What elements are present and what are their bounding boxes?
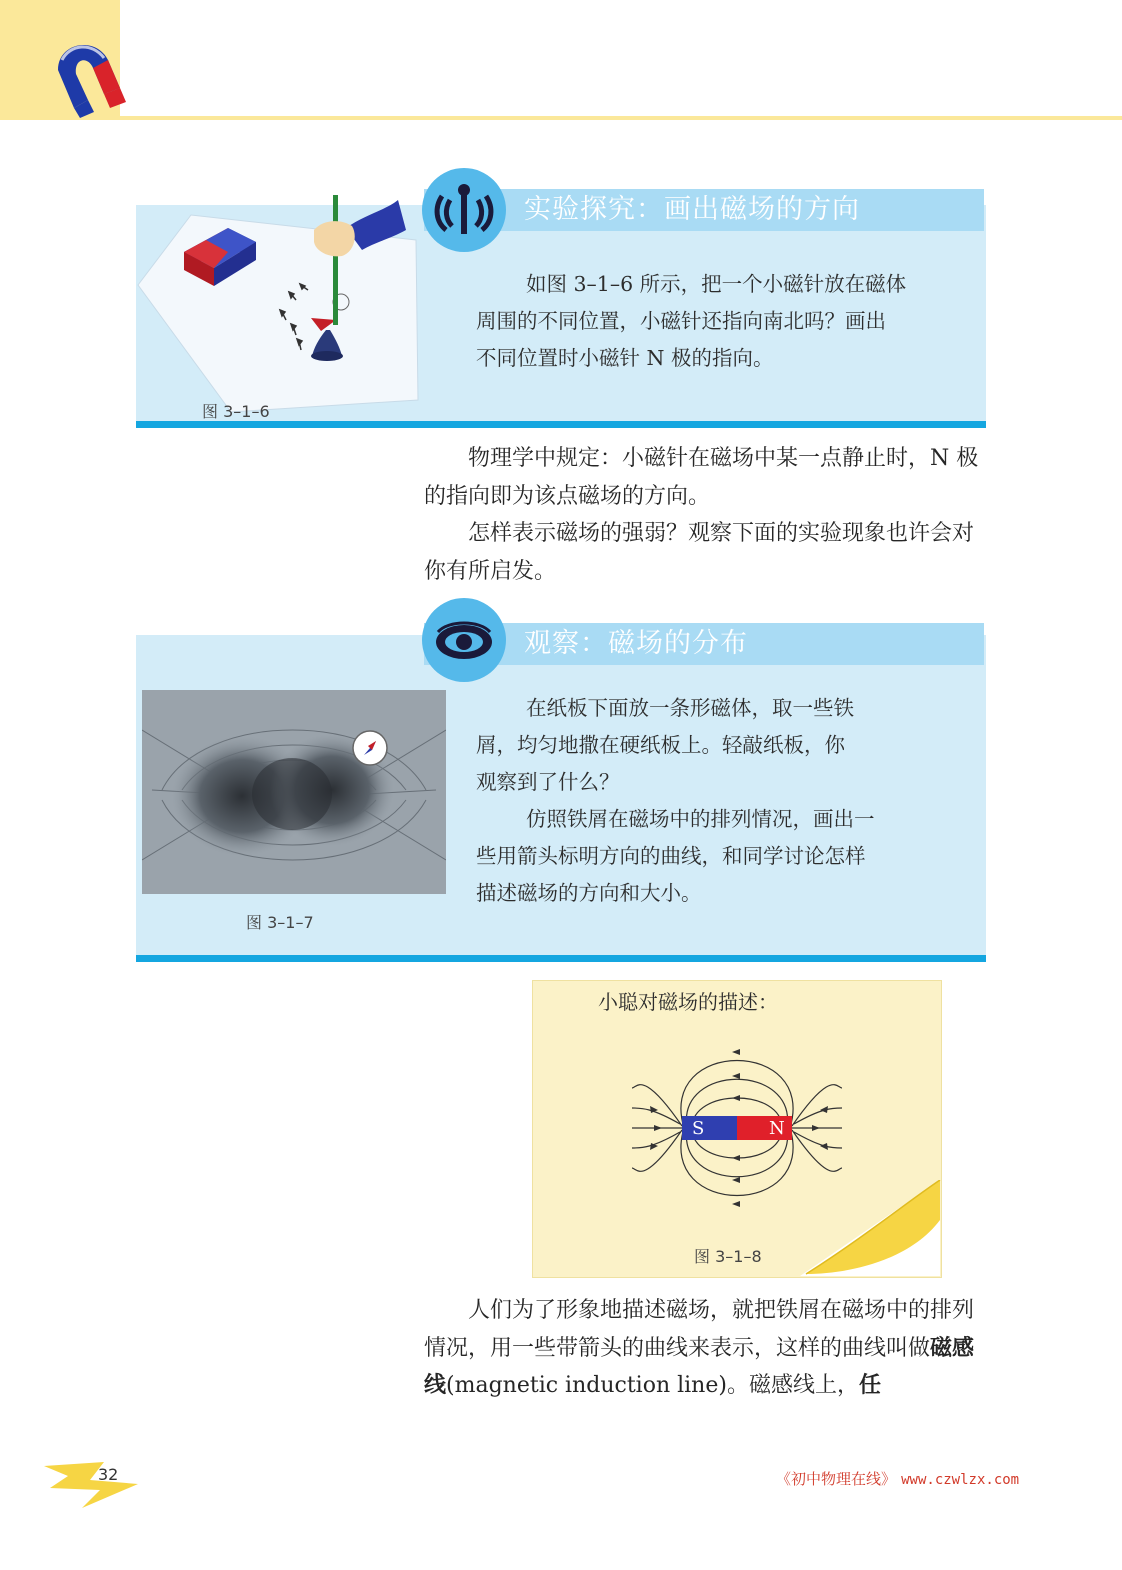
experiment-line: 如图 3–1–6 所示，把一个小磁针放在磁体 <box>526 272 907 296</box>
field-lines-diagram <box>632 1028 842 1228</box>
site-url[interactable]: www.czwlzx.com <box>901 1472 1020 1488</box>
iron-filings-photo <box>142 690 446 894</box>
observation-title: 观察：磁场的分布 <box>424 623 984 665</box>
experiment-text <box>476 266 986 377</box>
figure-caption: 图 3–1–8 <box>694 1247 762 1266</box>
figure-caption: 图 3–1–7 <box>246 913 314 932</box>
observation-line: 在纸板下面放一条形磁体，取一些铁 <box>526 696 854 720</box>
site-name[interactable]: 《初中物理在线》 <box>776 1470 897 1488</box>
experiment-title: 实验探究：画出磁场的方向 <box>424 189 984 231</box>
observation-badge <box>422 598 506 682</box>
header-rule <box>120 116 1122 120</box>
horseshoe-magnet-icon <box>48 30 128 120</box>
observation-line: 屑，均匀地撒在硬纸板上。轻敲纸板，你 <box>476 733 845 757</box>
page-number: 32 <box>98 1465 119 1484</box>
key-term: 磁感线 <box>424 1334 975 1398</box>
experiment-line: 周围的不同位置，小磁针还指向南北吗？画出 <box>476 309 886 333</box>
pole-n-label: N <box>769 1118 785 1139</box>
observation-panel-border <box>136 955 986 962</box>
footer-credit <box>776 1468 1019 1489</box>
observation-text <box>476 690 954 912</box>
conclusion-text <box>424 1292 986 1405</box>
experiment-icon <box>422 168 506 252</box>
paragraph: 怎样表示磁场的强弱？观察下面的实验现象也许会对你有所启发。 <box>424 521 975 584</box>
compass-experiment-illustration <box>136 190 426 420</box>
experiment-badge <box>422 168 506 252</box>
pole-s-label: S <box>692 1118 705 1139</box>
conclusion-body: (magnetic induction line)。磁感线上， <box>446 1373 859 1398</box>
figure-caption: 图 3–1–6 <box>202 402 270 421</box>
rule-text <box>424 440 986 590</box>
observation-line: 仿照铁屑在磁场中的排列情况，画出一 <box>526 807 875 831</box>
paragraph: 物理学中规定：小磁针在磁场中某一点静止时，N 极的指向即为该点磁场的方向。 <box>424 446 979 509</box>
experiment-line: 不同位置时小磁针 N 极的指向。 <box>476 346 774 370</box>
observation-line: 描述磁场的方向和大小。 <box>476 881 702 905</box>
note-title: 小聪对磁场的描述： <box>598 990 778 1014</box>
lightning-icon <box>42 1460 142 1510</box>
observation-line: 观察到了什么？ <box>476 770 620 794</box>
experiment-panel-border <box>136 421 986 428</box>
conclusion-emphasis: 任 <box>858 1372 881 1398</box>
observation-line: 些用箭头标明方向的曲线，和同学讨论怎样 <box>476 844 866 868</box>
conclusion-body: 人们为了形象地描述磁场，就把铁屑在磁场中的排列情况，用一些带箭头的曲线来表示，这样的曲线叫做 <box>424 1298 975 1361</box>
eye-icon <box>422 598 506 682</box>
